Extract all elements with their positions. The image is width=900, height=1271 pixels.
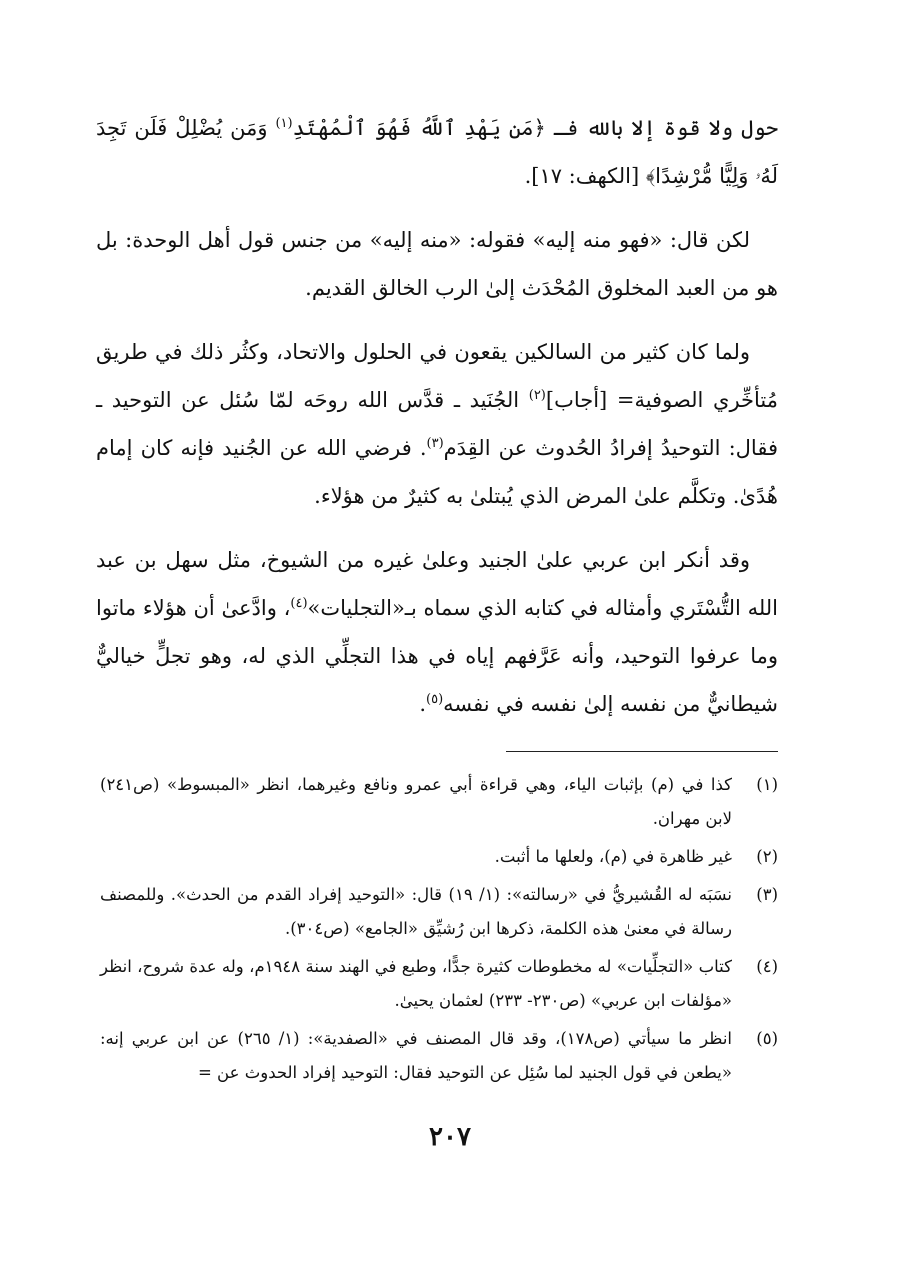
- page-number: ٢٠٧: [429, 1122, 471, 1152]
- paragraph-4-text-end: .: [419, 692, 426, 716]
- verse-citation: [الكهف: ١٧].: [524, 164, 646, 188]
- footnote-ref-4[interactable]: (٤): [290, 596, 308, 611]
- footnote-separator: [506, 751, 778, 752]
- footnote-ref-3[interactable]: (٣): [426, 436, 444, 451]
- footnote-5: [100, 1022, 778, 1090]
- footnote-1: [100, 768, 778, 836]
- paragraph-3-text-end: . فرضي الله عن الجُنيد فإنه كان إمام هُدًىٰ. وتكلَّم علىٰ المرض الذي يُبتلىٰ به كثيرٌ من هؤلاء.: [96, 436, 778, 508]
- footnote-4-number: (٤): [756, 957, 778, 976]
- quran-verse: ﴿مَن يَهْدِ ٱللَّهُ فَهُوَ ٱلْمُهْتَدِ: [292, 116, 546, 140]
- footnote-3-text: نسَبَه له القُشيريُّ في «رسالته»: (١/ ١٩) قال: «التوحيد إفراد القدم من الحدث». وللمصنف رسالة في معنىٰ هذه الكلمة، ذكرها ابن رُشيِّق «الجامع» (ص٣٠٤).: [100, 885, 732, 938]
- paragraph-1-text-start: حول ولا قوة إلا بالله فـ: [545, 116, 779, 140]
- footnote-1-text: كذا في (م) بإثبات الياء، وهي قراءة أبي عمرو ونافع وغيرهما، انظر «المبسوط» (ص٢٤١) لابن مهران.: [100, 775, 732, 828]
- footnote-1-number: (١): [756, 775, 778, 794]
- paragraph-3-text-start: ولما كان كثير من السالكين يقعون في الحلول والاتحاد، وكثُر ذلك في طريق مُتأخِّري الصوفية= [أجاب]: [96, 340, 779, 412]
- footnotes-section: [100, 768, 778, 1094]
- footnote-3: [100, 878, 778, 946]
- footnote-2-number: (٢): [756, 847, 778, 866]
- footnote-2-text: غير ظاهرة في (م)، ولعلها ما أثبت.: [494, 847, 732, 866]
- footnote-ref-2[interactable]: (٢): [528, 388, 546, 403]
- footnote-3-number: (٣): [756, 885, 778, 904]
- footnote-2: [100, 840, 778, 874]
- quran-verse-continued: وَمَن يُضْلِلْ فَلَن تَجِدَ لَهُۥ وَلِيًّا مُّرْشِدًا﴾: [96, 116, 778, 188]
- paragraph-2-text: لكن قال: «فهو منه إليه» فقوله: «منه إليه» من جنس قول أهل الوحدة: بل هو من العبد المخلوق المُحْدَث إلىٰ الرب الخالق القديم.: [96, 228, 778, 300]
- footnote-5-text: انظر ما سيأتي (ص١٧٨)، وقد قال المصنف في «الصفدية»: (١/ ٢٦٥) عن ابن عربي إنه: «يطعن في قول الجنيد لما سُئِل عن التوحيد فقال: التوحيد إفراد الحدوث عن =: [100, 1029, 732, 1082]
- paragraph-4-text-middle: ، وادَّعىٰ أن هؤلاء ماتوا وما عرفوا التوحيد، وأنه عَرَّفهم إياه في هذا التجلِّي الذي له، وهو تجلٍّ خياليٌّ شيطانيٌّ من نفسه إلىٰ نفسه في نفسه: [96, 596, 778, 716]
- paragraph-1: [96, 104, 778, 200]
- main-text: [96, 104, 778, 744]
- paragraph-4: [96, 536, 778, 728]
- paragraph-2: [96, 216, 778, 312]
- footnote-ref-1[interactable]: (١): [275, 116, 293, 131]
- footnote-4: [100, 950, 778, 1018]
- paragraph-3-text-middle: الجُنَيد ـ قدَّس الله روحَه لمّا سُئل عن التوحيد ـ فقال: التوحيدُ إفرادُ الحُدوث عن القِدَم: [96, 388, 778, 460]
- footnote-5-number: (٥): [756, 1029, 778, 1048]
- footnote-4-text: كتاب «التجلِّيات» له مخطوطات كثيرة جدًّا، وطبع في الهند سنة ١٩٤٨م، وله عدة شروح، انظر «مؤلفات ابن عربي» (ص٢٣٠- ٢٣٣) لعثمان يحيىٰ.: [100, 957, 733, 1010]
- paragraph-4-text-start: وقد أنكر ابن عربي علىٰ الجنيد وعلىٰ غيره من الشيوخ، مثل سهل بن عبد الله التُّسْتَري وأمثاله في كتابه الذي سماه بـ«التجليات»: [96, 548, 779, 620]
- footnote-ref-5[interactable]: (٥): [426, 692, 444, 707]
- paragraph-3: [96, 328, 778, 520]
